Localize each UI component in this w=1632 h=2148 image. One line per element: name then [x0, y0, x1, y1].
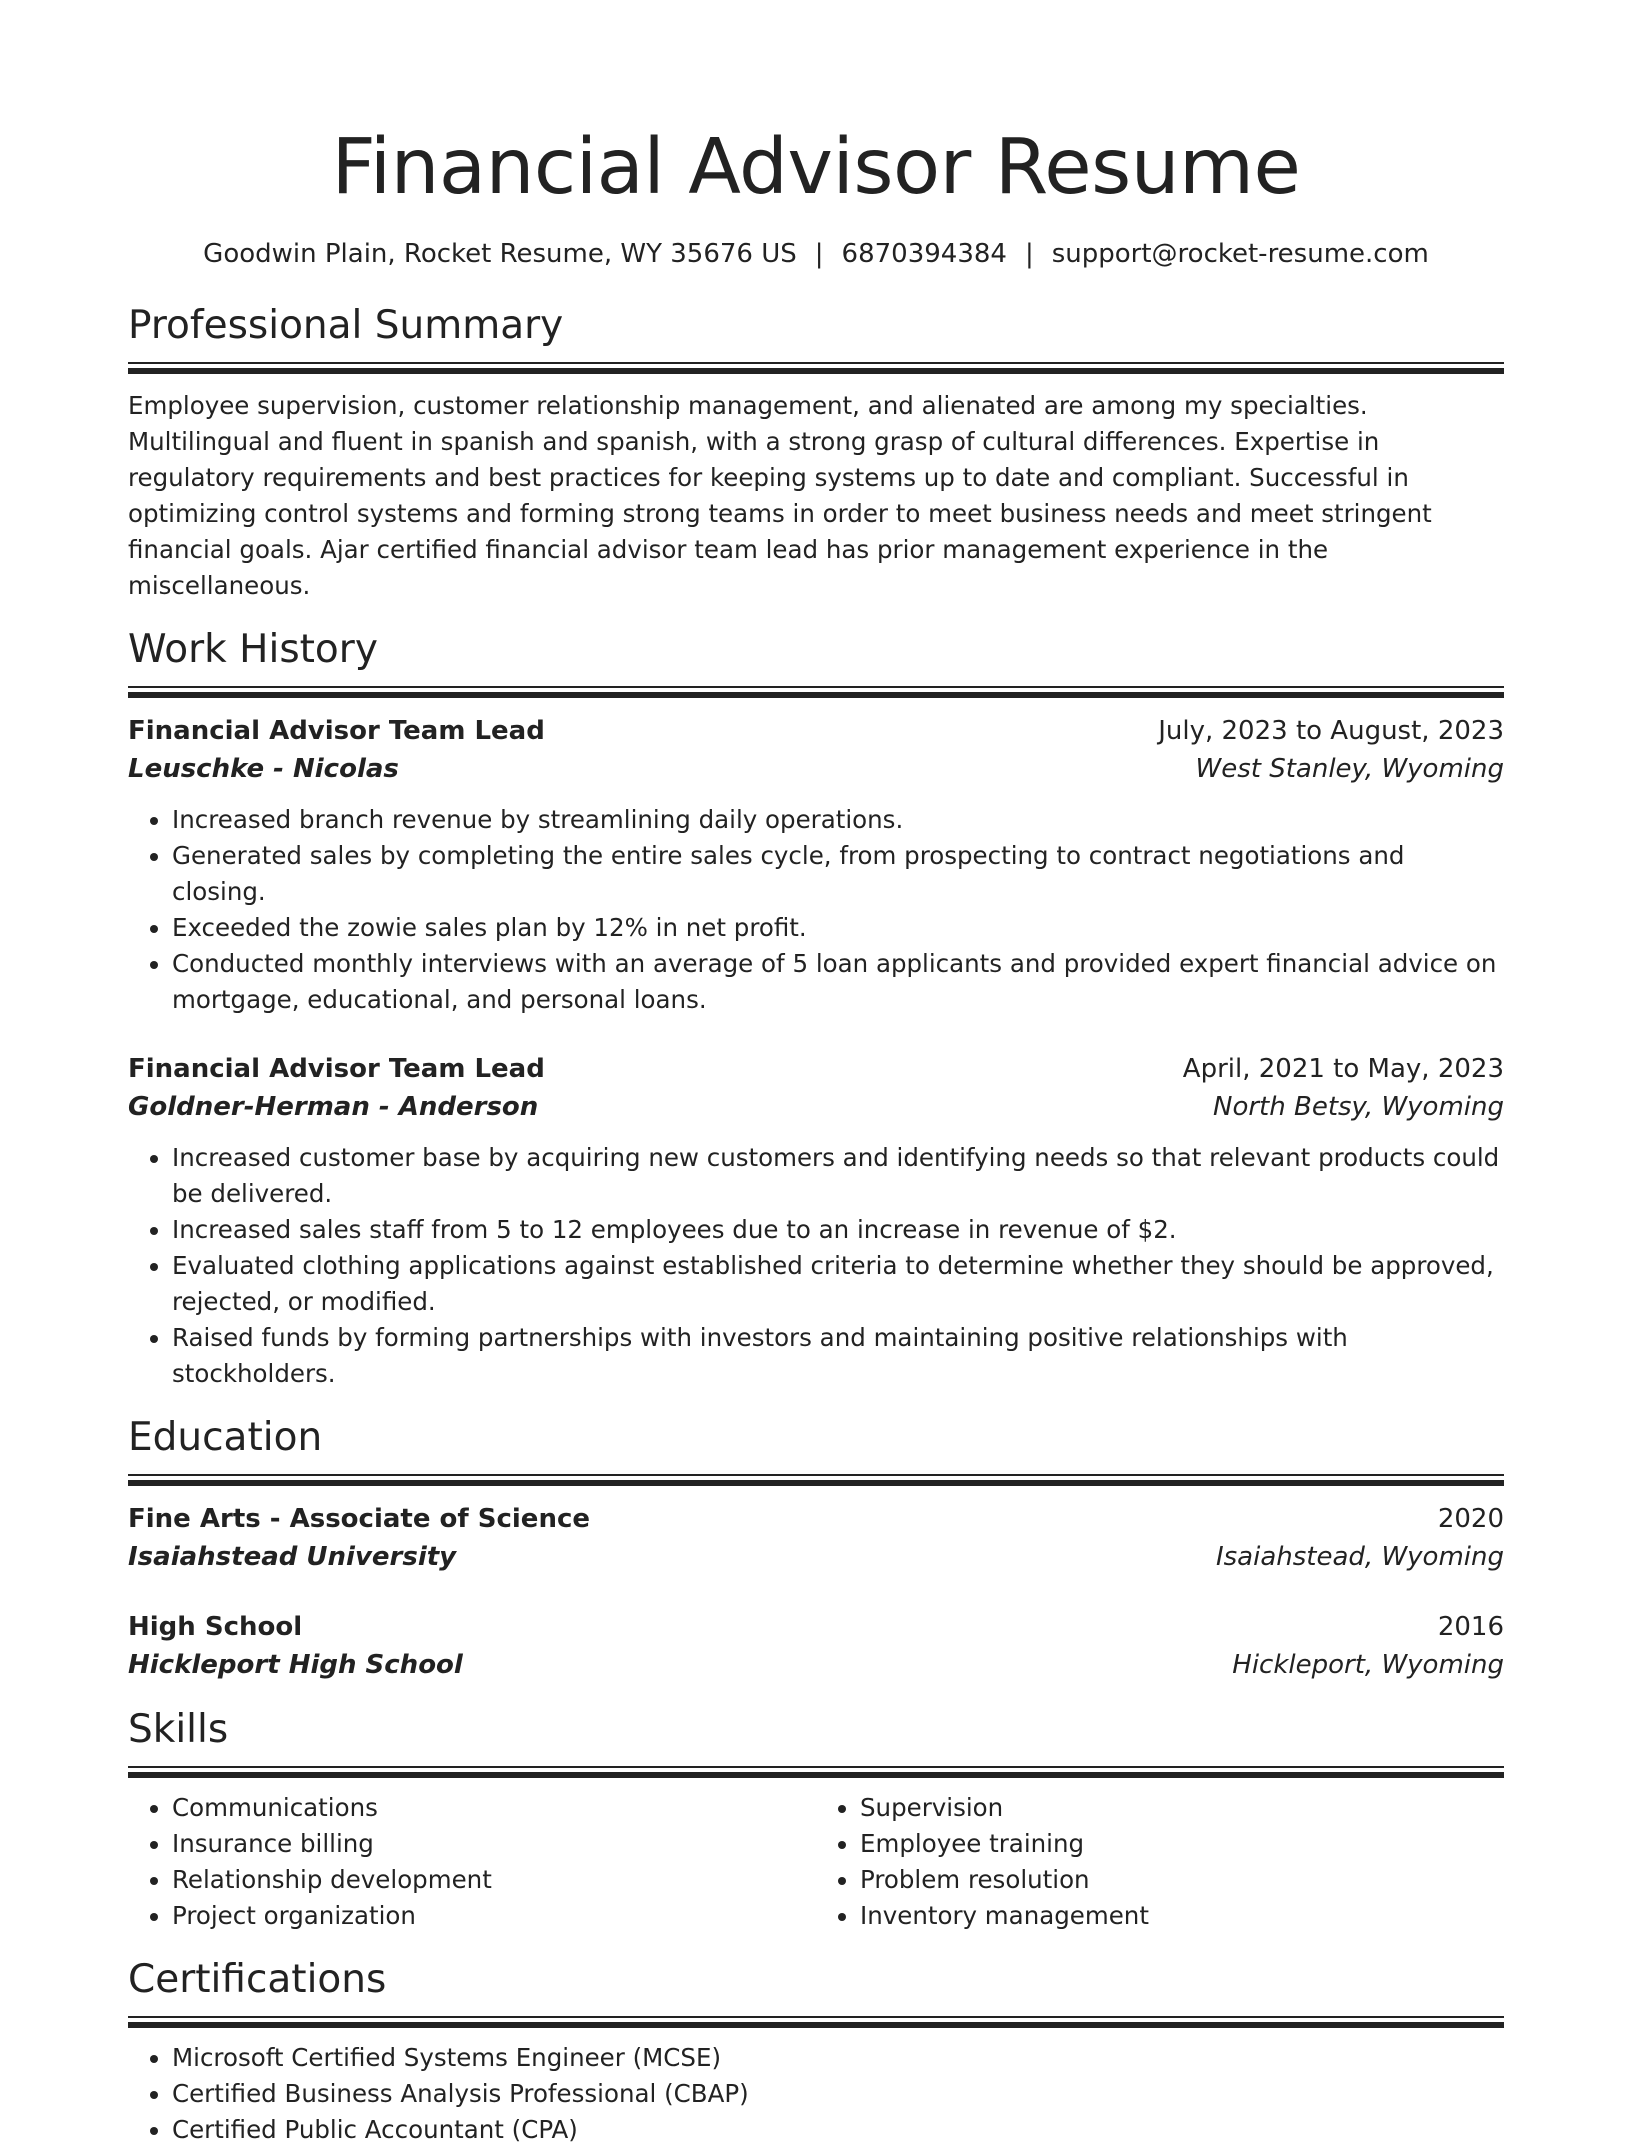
job-bullet: • Increased branch revenue by streamlining daily operations. [172, 802, 1504, 838]
job-entry [128, 712, 1504, 1018]
contact-address: Goodwin Plain, Rocket Resume, WY 35676 US [203, 239, 797, 269]
work-heading: Work History [128, 627, 378, 672]
job-bullet: • Increased sales staff from 5 to 12 employees due to an increase in revenue of $2. [172, 1212, 1504, 1248]
contact-separator: | [1024, 239, 1034, 269]
education-location: Hickleport, Wyoming [1232, 1650, 1504, 1680]
education-year: 2016 [1437, 1612, 1504, 1642]
job-bullet: • Increased customer base by acquiring new customers and identifying needs so that relevant products could be delivered. [172, 1140, 1504, 1212]
education-school: Isaiahstead University [128, 1542, 457, 1572]
education-header-row [128, 1500, 1504, 1538]
job-bullet: • Exceeded the zowie sales plan by 12% in net profit. [172, 910, 1504, 946]
summary-section [128, 302, 1504, 604]
job-entry [128, 1050, 1504, 1392]
job-company: Goldner-Herman - Anderson [128, 1092, 539, 1122]
skills-section [128, 1706, 1504, 1934]
certification-item: • Microsoft Certified Systems Engineer (MCSE) [172, 2040, 1504, 2076]
education-school-row [128, 1538, 1504, 1576]
skill-item: • Problem resolution [860, 1862, 1504, 1898]
certifications-heading: Certifications [128, 1957, 387, 2002]
work-section [128, 626, 1504, 1392]
certifications-section [128, 1956, 1504, 2148]
skills-column-right [816, 1790, 1504, 1934]
job-bullet: • Conducted monthly interviews with an average of 5 loan applicants and provided expert financial advice on mortgage, educational, and personal loans. [172, 946, 1504, 1018]
skills-heading: Skills [128, 1707, 229, 1752]
job-company: Leuschke - Nicolas [128, 754, 399, 784]
job-bullet: • Raised funds by forming partnerships with investors and maintaining positive relationships with stockholders. [172, 1320, 1504, 1392]
job-location: West Stanley, Wyoming [1195, 754, 1504, 784]
education-school-row [128, 1646, 1504, 1684]
skill-item: • Project organization [172, 1898, 816, 1934]
job-header-row [128, 1050, 1504, 1088]
education-heading: Education [128, 1415, 323, 1460]
education-degree: Fine Arts - Associate of Science [128, 1504, 590, 1534]
section-divider [128, 2016, 1504, 2028]
resume-title: Financial Advisor Resume [331, 123, 1301, 212]
job-dates: April, 2021 to May, 2023 [1182, 1054, 1504, 1084]
job-company-row [128, 750, 1504, 788]
job-header-row [128, 712, 1504, 750]
section-divider [128, 686, 1504, 698]
job-bullet: • Generated sales by completing the entire sales cycle, from prospecting to contract negotiations and closing. [172, 838, 1504, 910]
education-degree: High School [128, 1612, 303, 1642]
job-dates: July, 2023 to August, 2023 [1158, 716, 1504, 746]
job-bullet: • Evaluated clothing applications against established criteria to determine whether they should be approved, rejected, or modified. [172, 1248, 1504, 1320]
contact-phone: 6870394384 [841, 239, 1007, 269]
job-bullets [128, 802, 1504, 1018]
education-entry [128, 1608, 1504, 1684]
job-bullets [128, 1140, 1504, 1392]
skill-item: • Supervision [860, 1790, 1504, 1826]
skill-item: • Insurance billing [172, 1826, 816, 1862]
education-header-row [128, 1608, 1504, 1646]
skills-grid [128, 1790, 1504, 1934]
education-entry [128, 1500, 1504, 1576]
skill-item: • Employee training [860, 1826, 1504, 1862]
certifications-list [128, 2040, 1504, 2148]
education-school: Hickleport High School [128, 1650, 463, 1680]
certification-item: • Certified Business Analysis Professional (CBAP) [172, 2076, 1504, 2112]
certification-item: • Certified Public Accountant (CPA) [172, 2112, 1504, 2148]
summary-heading: Professional Summary [128, 303, 564, 348]
education-year: 2020 [1437, 1504, 1504, 1534]
job-title: Financial Advisor Team Lead [128, 716, 545, 746]
contact-line [128, 236, 1504, 272]
contact-separator: | [814, 239, 824, 269]
skill-item: • Inventory management [860, 1898, 1504, 1934]
job-title: Financial Advisor Team Lead [128, 1054, 545, 1084]
skill-item: • Communications [172, 1790, 816, 1826]
skill-item: • Relationship development [172, 1862, 816, 1898]
summary-text: Employee supervision, customer relationship management, and alienated are among my specialties. Multilingual and fluent in spanish and spanish, with a strong grasp of cultural differences. Expertise in regulatory requirements and best practices for keeping systems up to date and compliant. Successful in optimizing control systems and forming strong teams in order to meet business needs and meet stringent financial goals. Ajar certified financial advisor team lead has prior management experience in the miscellaneous. [128, 391, 1432, 600]
section-divider [128, 1474, 1504, 1486]
education-location: Isaiahstead, Wyoming [1215, 1542, 1504, 1572]
education-section [128, 1414, 1504, 1684]
section-divider [128, 362, 1504, 374]
job-location: North Betsy, Wyoming [1213, 1092, 1504, 1122]
contact-email[interactable]: support@rocket-resume.com [1051, 239, 1429, 269]
section-divider [128, 1766, 1504, 1778]
job-company-row [128, 1088, 1504, 1126]
skills-column-left [128, 1790, 816, 1934]
